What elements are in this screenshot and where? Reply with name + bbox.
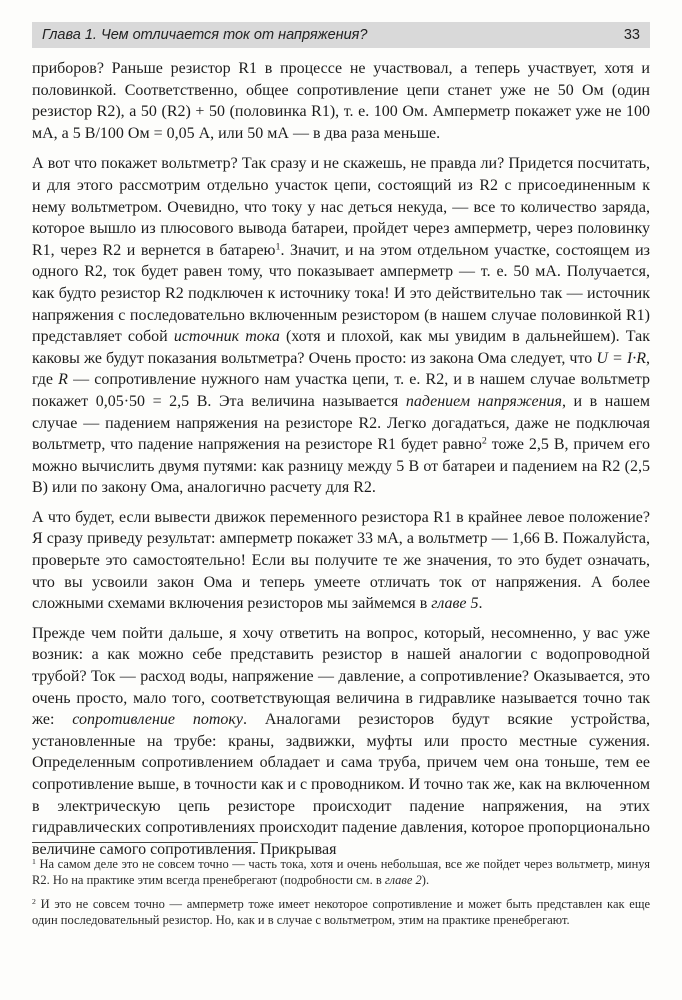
paragraph-3	[32, 507, 650, 615]
chapter-5-reference[interactable]: главе 5	[431, 595, 479, 613]
footnotes	[32, 856, 650, 936]
footnote-1-text-2: ).	[421, 873, 430, 887]
term-voltage-drop: падением напряжения	[405, 392, 562, 410]
page-number: 33	[623, 27, 640, 43]
footnote-1-text-1: На самом деле это не совсем точно — часть тока, хотя и очень небольшая, все же пойдет через вольтметр, минуя R2. Но на практике этим всегда пренебрегают (подробности см. в	[32, 857, 650, 887]
p3-text-2: .	[478, 595, 483, 613]
footnote-ref-1[interactable]: 1	[275, 241, 281, 253]
footnote-2-text: И это не совсем точно — амперметр тоже имеет некоторое сопротивление и может быть представлен как еще один последовательный резистор. Но, как и в случае с вольтметром, этим на практике пренебрегают.	[32, 897, 650, 927]
term-flow-resistance: сопротивление потоку	[72, 711, 243, 729]
paragraph-2	[32, 153, 650, 499]
term-current-source: источник тока	[173, 328, 280, 346]
p2-text-7: тоже 2,5 В, причем его можно вычислить двумя путями: как разницу между 5 В от батареи и падением на R2 (2,5 В) или по закону Ома, аналогично расчету для R2.	[32, 436, 650, 497]
chapter-title: Глава 1. Чем отличается ток от напряжения?	[42, 27, 368, 43]
paragraph-1-text: приборов? Раньше резистор R1 в процессе не участвовал, а теперь участвует, хотя и половинкой. Соответственно, общее сопротивление цепи станет уже не 50 Ом (один резистор R2), а 50 (R2) + 50 (половинка R1), т. е. 100 Ом. Амперметр покажет уже не 100 мА, а 5 В/100 Ом = 0,05 А, или 50 мА — в два раза меньше.	[32, 60, 650, 142]
p4-text-2: . Аналогами резисторов будут всякие устройства, установленные на трубе: краны, задвижки, муфты или просто местные сужения. Определенным сопротивлением обладает и сама труба, причем чем она тоньше, тем ее сопротивление выше, в точности как и с проводником. И точно так же, как на включенном в электрическую цепь резисторе происходит падение напряжения, на этих гидравлических сопротивлениях происходит падение давления, которое пропорционально величине самого сопротивления. Прикрывая	[32, 711, 651, 858]
footnote-2-mark: 2	[32, 896, 36, 906]
paragraph-4	[32, 623, 650, 861]
variable-r: R	[58, 371, 68, 389]
footnote-separator	[32, 842, 258, 843]
p2-text-6: , и в нашем случае — падением напряжения на резисторе R2. Легко догадаться, даже не подключая вольтметр, что падение напряжения на резисторе R1 будет равно	[32, 392, 650, 454]
p2-text-3: (хотя и плохой, как мы увидим в дальнейшем). Так каковы же будут показания вольтметра? Очень просто: из закона Ома следует, что	[32, 328, 651, 367]
p3-text-1: А что будет, если вывести движок переменного резистора R1 в крайнее левое положение? Я сразу приведу результат: амперметр покажет 33 мА, а вольтметр — 1,66 В. Пожалуйста, проверьте это самостоятельно! Если вы получите те же значения, то это будет означать, что вы усвоили закон Ома и теперь умеете отличать ток от напряжения. А более сложными схемами включения резисторов мы займемся в	[32, 508, 650, 613]
p2-text-1: А вот что покажет вольтметр? Так сразу и не скажешь, не правда ли? Придется посчитать, и для этого рассмотрим отдельно участок цепи, состоящий из R2 с присоединенным к нему вольтметром. Очевидно, что току у нас деться некуда, — все то количество заряда, которое вышло из плюсового вывода батареи, пройдет через амперметр, через половинку R1, через R2 и вернется в батарею	[32, 155, 650, 259]
body-text	[32, 58, 650, 868]
p2-text-4: , где	[32, 349, 651, 389]
chapter-2-reference[interactable]: главе 2	[384, 873, 422, 887]
footnote-1	[32, 856, 650, 888]
footnote-1-mark: 1	[32, 856, 36, 866]
p2-text-5: — сопротивление нужного нам участка цепи, т. е. R2, и в нашем случае вольтметр покажет 0,05·50 = 2,5 В. Эта величина называется	[32, 371, 650, 410]
p2-text-2: . Значит, и на этом отдельном участке, состоящем из одного R2, ток будет равен тому, что показывает амперметр — т. е. 50 мА. Получается, как будто резистор R2 подключен к источнику тока! И это действительно так — источник напряжения с последовательно включенным резистором (в нашем случае половинкой R1) представляет собой	[32, 241, 650, 346]
running-header	[32, 22, 650, 48]
footnote-ref-2[interactable]: 2	[481, 435, 487, 447]
paragraph-1	[32, 58, 650, 144]
p4-text-1: Прежде чем пойти дальше, я хочу ответить на вопрос, который, несомненно, у вас уже возник: а как можно себе представить резистор в нашей аналогии с водопроводной трубой? Ток — расход воды, напряжение — давление, а сопротивление? Оказывается, это очень просто, мало того, соответствующая величина в гидравлике называется точно так же:	[32, 624, 650, 729]
ohm-law-formula: U = I·R	[596, 349, 647, 367]
footnote-2	[32, 896, 650, 928]
